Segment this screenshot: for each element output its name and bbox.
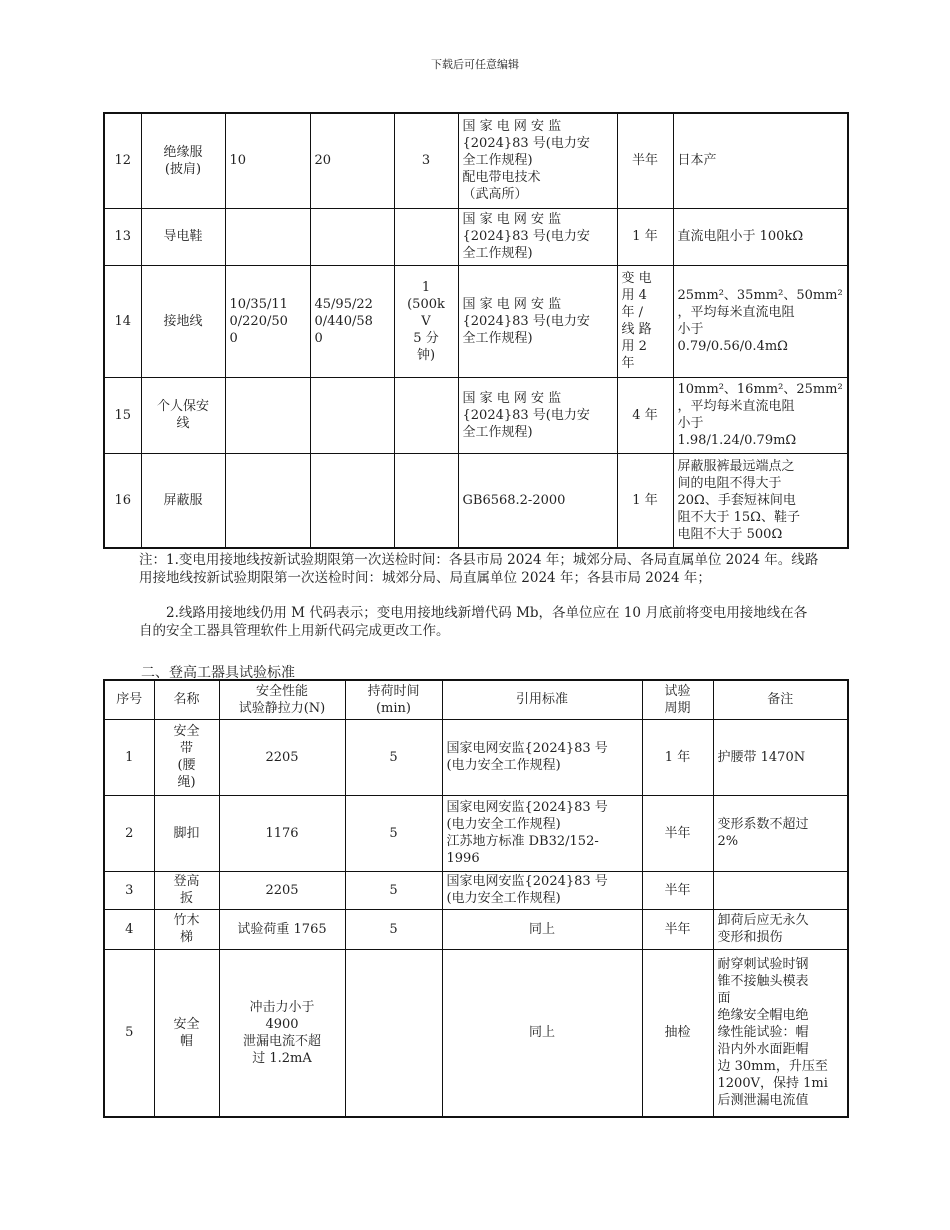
cell-value <box>394 453 458 548</box>
page-header: 下载后可任意编辑 <box>431 58 519 71</box>
standard-ref: 同上 <box>442 909 642 949</box>
item-name: 竹木 梯 <box>154 909 219 949</box>
cell-value <box>310 208 394 265</box>
row-no: 1 <box>104 719 154 795</box>
test-period: 抽检 <box>642 949 713 1117</box>
standard-ref: 国 家 电 网 安 监 {2024}83 号(电力安 全工作规程) 配电带电技术 （武高所） <box>458 113 617 208</box>
remark: 耐穿刺试验时钢 锥不接触头模表 面 绝缘安全帽电绝 缘性能试验：帽 沿内外水面距帽 边 30mm，升压至 1200V，保持 1mi 后测泄漏电流值 <box>713 949 848 1117</box>
item-name: 接地线 <box>141 265 225 377</box>
col-header-note: 备注 <box>713 680 848 719</box>
header-row <box>104 680 848 719</box>
row-no: 12 <box>104 113 141 208</box>
item-name: 脚扣 <box>154 795 219 871</box>
cell-value <box>310 377 394 453</box>
test-period: 半年 <box>642 795 713 871</box>
row-no: 3 <box>104 871 154 909</box>
standard-ref: 同上 <box>442 949 642 1117</box>
table-row <box>104 949 848 1117</box>
table-row <box>104 453 848 548</box>
row-no: 5 <box>104 949 154 1117</box>
test-period: 变 电 用 4 年 / 线 路 用 2 年 <box>617 265 673 377</box>
row-no: 14 <box>104 265 141 377</box>
test-force: 1176 <box>219 795 345 871</box>
cell-value <box>225 377 310 453</box>
test-period: 4 年 <box>617 377 673 453</box>
remark: 屏蔽服裤最远端点之 间的电阻不得大于 20Ω、手套短袜间电 阻不大于 15Ω、鞋子 电阻不大于 500Ω <box>673 453 848 548</box>
row-no: 4 <box>104 909 154 949</box>
cell-value <box>394 377 458 453</box>
row-no: 15 <box>104 377 141 453</box>
item-name: 屏蔽服 <box>141 453 225 548</box>
remark: 25mm²、35mm²、50mm² ，平均每米直流电阻 小于 0.79/0.56/0.4mΩ <box>673 265 848 377</box>
test-period: 半年 <box>642 909 713 949</box>
test-period: 半年 <box>642 871 713 909</box>
hold-time: 5 <box>345 909 442 949</box>
cell-value: 1 (500k V 5 分 钟) <box>394 265 458 377</box>
cell-value <box>310 453 394 548</box>
hold-time: 5 <box>345 719 442 795</box>
item-name: 安全 带 (腰 绳) <box>154 719 219 795</box>
footnote-2 <box>139 604 819 640</box>
table-row <box>104 113 848 208</box>
cell-value <box>225 208 310 265</box>
hold-time <box>345 949 442 1117</box>
table-row <box>104 208 848 265</box>
remark: 10mm²、16mm²、25mm² ，平均每米直流电阻 小于 1.98/1.24/0.79mΩ <box>673 377 848 453</box>
item-name: 绝缘服 (披肩) <box>141 113 225 208</box>
item-name: 安全 帽 <box>154 949 219 1117</box>
standard-ref: 国 家 电 网 安 监 {2024}83 号(电力安 全工作规程) <box>458 265 617 377</box>
standard-ref: 国 家 电 网 安 监 {2024}83 号(电力安 全工作规程) <box>458 377 617 453</box>
note-text: 2.线路用接地线仍用 M 代码表示；变电用接地线新增代码 Mb，各单位应在 10 月底前将变电用接地线在各自的安全工器具管理软件上用新代码完成更改工作。 <box>139 605 808 639</box>
table-row <box>104 719 848 795</box>
row-no: 16 <box>104 453 141 548</box>
standard-ref: 国家电网安监{2024}83 号 (电力安全工作规程) <box>442 871 642 909</box>
item-name: 登高 扳 <box>154 871 219 909</box>
cell-value <box>225 453 310 548</box>
col-header-name: 名称 <box>154 680 219 719</box>
hold-time: 5 <box>345 871 442 909</box>
item-name: 导电鞋 <box>141 208 225 265</box>
footnote-1 <box>139 551 819 587</box>
test-period: 1 年 <box>617 208 673 265</box>
remark <box>713 871 848 909</box>
remark: 卸荷后应无永久 变形和损伤 <box>713 909 848 949</box>
test-period: 1 年 <box>642 719 713 795</box>
section-title: 二、登高工器具试验标准 <box>141 665 295 681</box>
remark: 变形系数不超过 2% <box>713 795 848 871</box>
table-row <box>104 871 848 909</box>
remark: 直流电阻小于 100kΩ <box>673 208 848 265</box>
standard-ref: 国 家 电 网 安 监 {2024}83 号(电力安 全工作规程) <box>458 208 617 265</box>
col-header-standard: 引用标准 <box>442 680 642 719</box>
cell-value <box>394 208 458 265</box>
col-header-force: 安全性能 试验静拉力(N) <box>219 680 345 719</box>
cell-value: 45/95/22 0/440/58 0 <box>310 265 394 377</box>
test-force: 冲击力小于 4900 泄漏电流不超 过 1.2mA <box>219 949 345 1117</box>
row-no: 2 <box>104 795 154 871</box>
remark: 护腰带 1470N <box>713 719 848 795</box>
climbing-tools-table <box>103 679 849 1118</box>
col-header-no: 序号 <box>104 680 154 719</box>
standard-ref: GB6568.2-2000 <box>458 453 617 548</box>
remark: 日本产 <box>673 113 848 208</box>
test-force: 2205 <box>219 719 345 795</box>
item-name: 个人保安 线 <box>141 377 225 453</box>
note-text: 注：1.变电用接地线按新试验期限第一次送检时间：各县市局 2024 年；城郊分局、各局直属单位 2024 年。线路用接地线按新试验期限第一次送检时间：城郊分局、局直属单位 2024 年；各县市局 2024 年； <box>139 552 819 586</box>
table-row <box>104 377 848 453</box>
equipment-test-table <box>103 112 849 549</box>
test-period: 1 年 <box>617 453 673 548</box>
test-force: 2205 <box>219 871 345 909</box>
table-row <box>104 265 848 377</box>
hold-time: 5 <box>345 795 442 871</box>
test-force: 试验荷重 1765 <box>219 909 345 949</box>
cell-value: 10/35/11 0/220/50 0 <box>225 265 310 377</box>
col-header-period: 试验 周期 <box>642 680 713 719</box>
cell-value: 20 <box>310 113 394 208</box>
standard-ref: 国家电网安监{2024}83 号 (电力安全工作规程) 江苏地方标准 DB32/152- 1996 <box>442 795 642 871</box>
cell-value: 10 <box>225 113 310 208</box>
cell-value: 3 <box>394 113 458 208</box>
table-row <box>104 909 848 949</box>
standard-ref: 国家电网安监{2024}83 号 (电力安全工作规程) <box>442 719 642 795</box>
row-no: 13 <box>104 208 141 265</box>
test-period: 半年 <box>617 113 673 208</box>
col-header-time: 持荷时间 (min) <box>345 680 442 719</box>
table-row <box>104 795 848 871</box>
